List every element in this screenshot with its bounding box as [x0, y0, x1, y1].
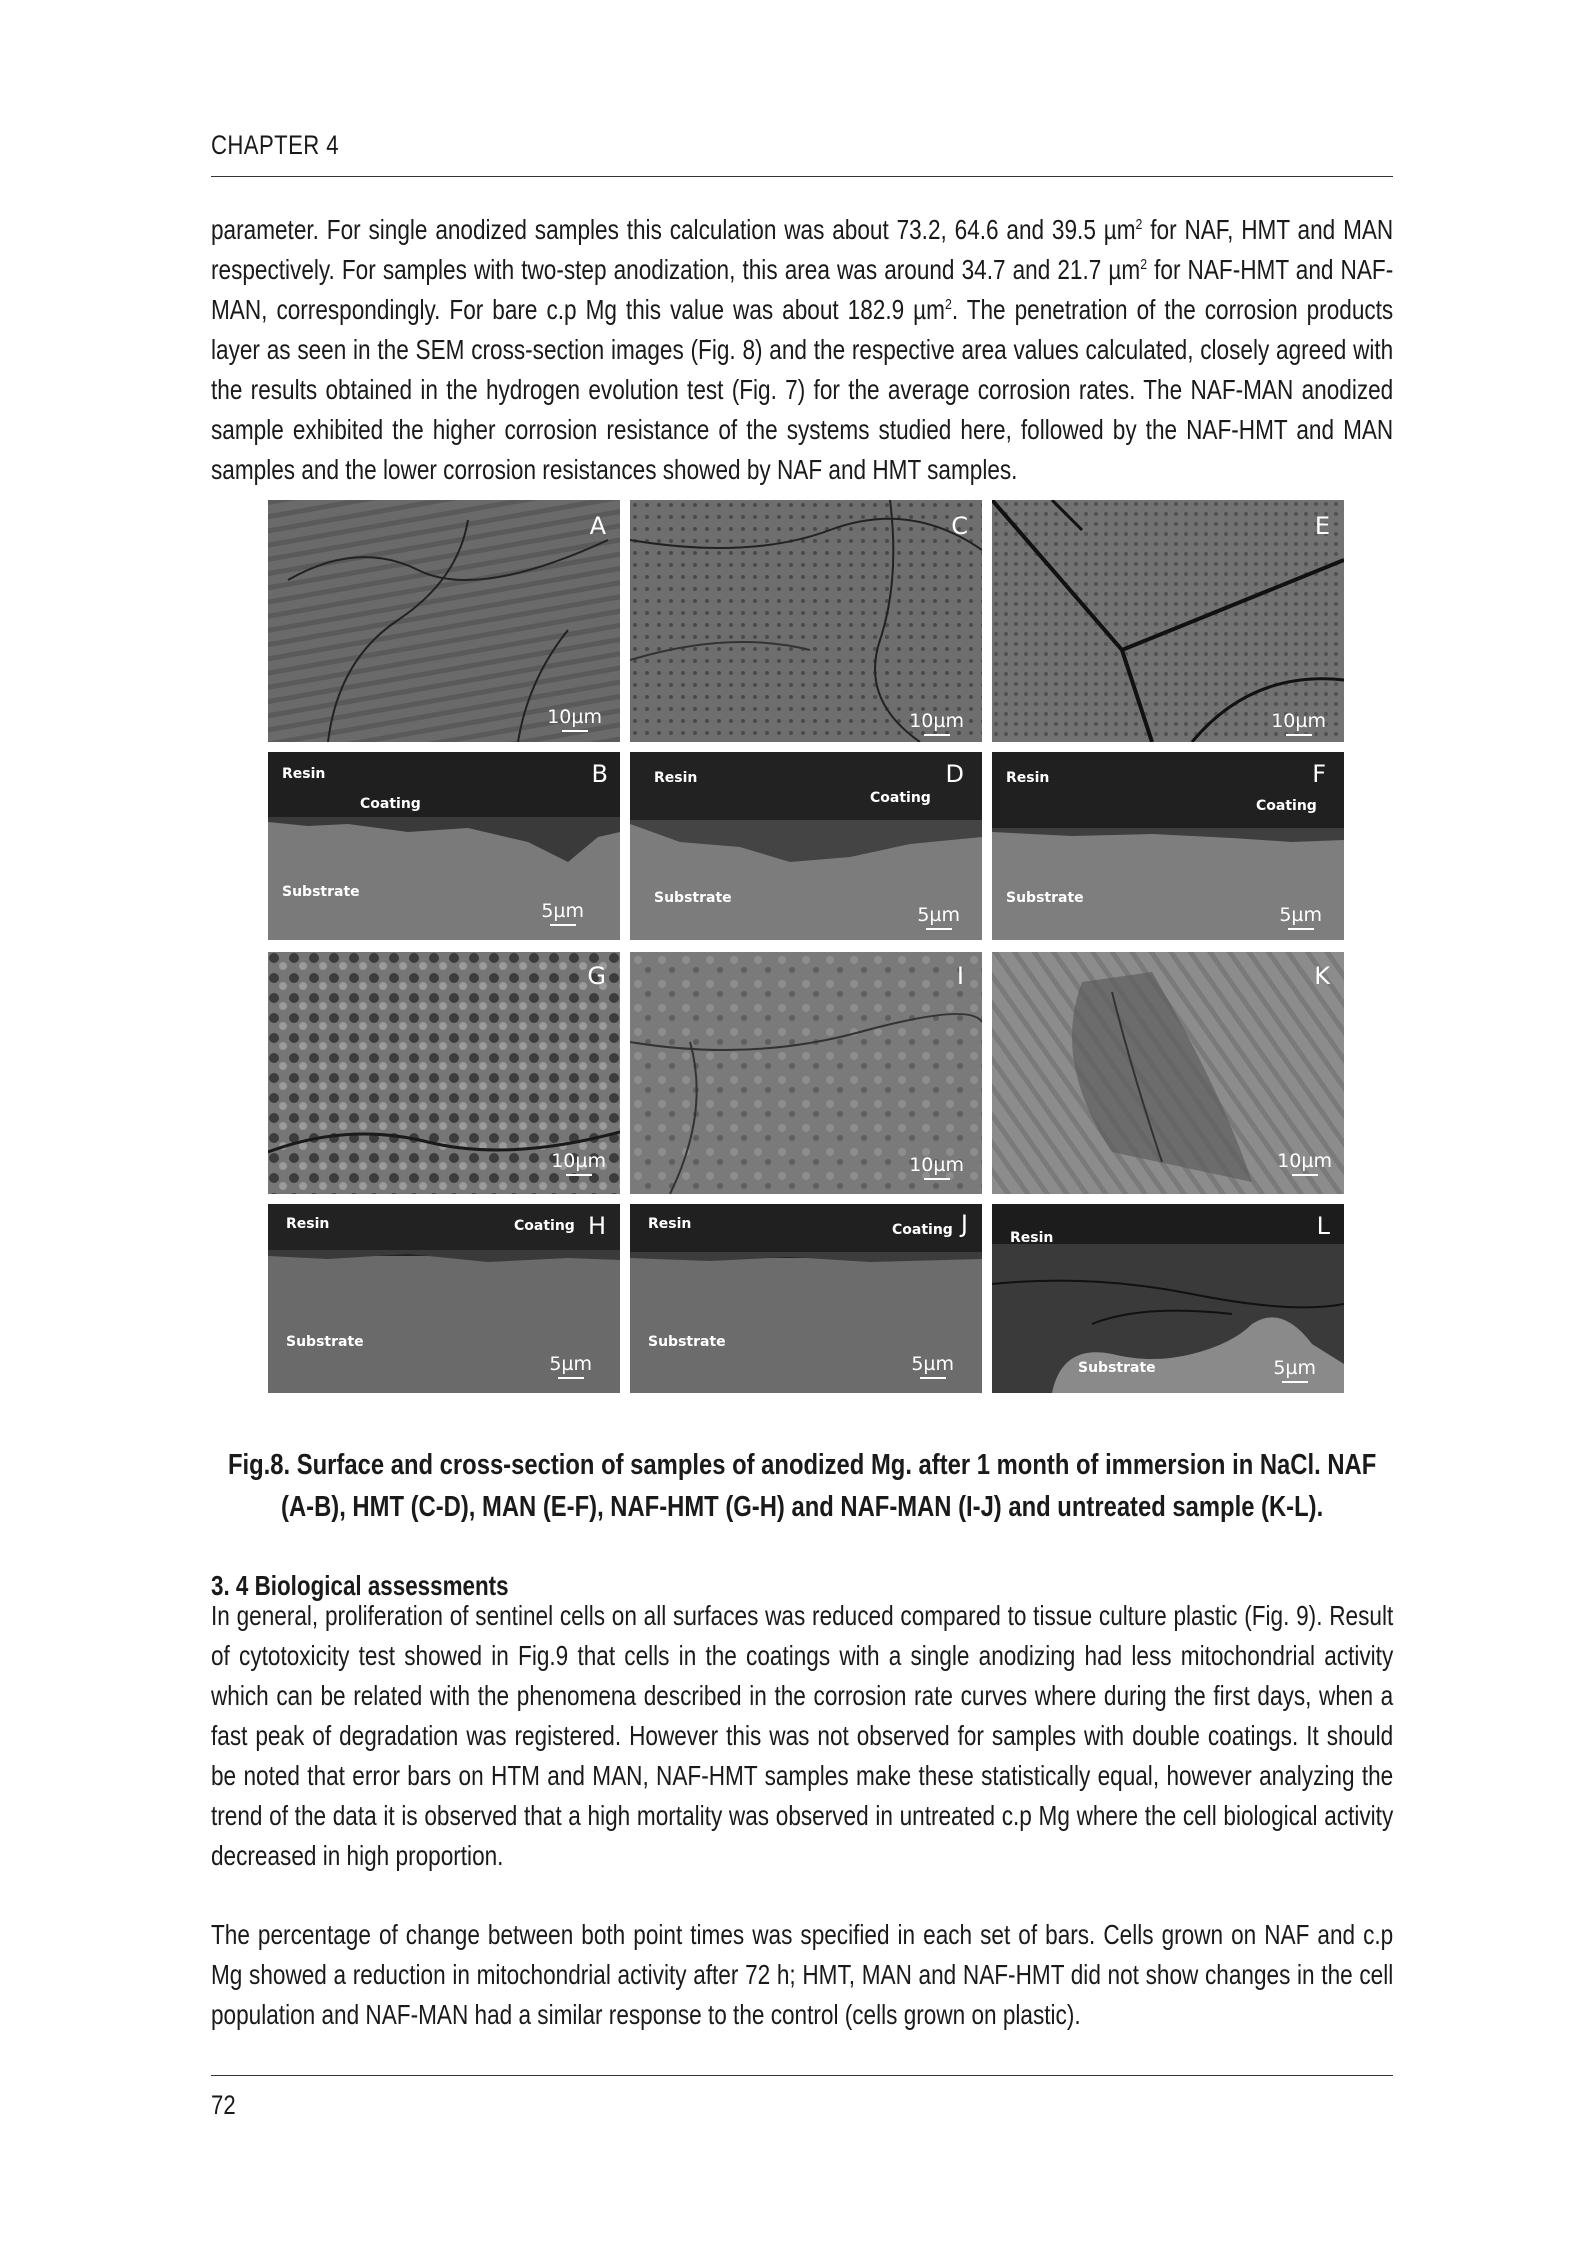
label-substrate-b: Substrate — [282, 884, 360, 900]
panel-e-surface — [992, 500, 1344, 742]
scale-bar-b — [541, 900, 584, 926]
panel-letter-l: L — [1316, 1212, 1330, 1240]
panel-letter-b: B — [591, 760, 608, 788]
section-heading: 3. 4 Biological assessments — [211, 1570, 509, 1601]
page-number: 72 — [211, 2090, 236, 2120]
scale-bar-i — [909, 1154, 964, 1180]
paragraph-biological — [211, 1596, 1393, 1876]
panel-letter-a: A — [589, 512, 606, 540]
label-coating-h: Coating — [514, 1218, 575, 1234]
caption-line-1: Fig.8. Surface and cross-section of samples of anodized Mg. after 1 month of immersion in NaCl. NAF — [227, 1449, 1377, 1481]
caption-line-2: (A-B), HMT (C-D), MAN (E-F), NAF-HMT (G-H) and NAF-MAN (I-J) and untreated sample (K-L). — [281, 1491, 1324, 1523]
scale-bar-d — [917, 904, 960, 930]
scale-bar-h — [549, 1353, 592, 1379]
para1-sup-2: 2 — [1140, 255, 1148, 273]
para1-text-3: for NAF-HMT and NAF-MAN, correspondingly. For bare c.p Mg this value was about 182.9 µm — [211, 254, 1394, 325]
para1-sup-3: 2 — [944, 295, 952, 313]
panel-d-cross-section — [630, 752, 982, 940]
scale-text-d: 5µm — [917, 904, 960, 926]
panel-letter-g: G — [587, 962, 606, 990]
scale-text-e: 10µm — [1271, 710, 1326, 732]
panel-k-surface — [992, 952, 1344, 1194]
scale-bar-f — [1279, 904, 1322, 930]
label-resin-j: Resin — [648, 1216, 692, 1232]
sem-figure — [268, 500, 1344, 1393]
scale-bar-j — [911, 1353, 954, 1379]
label-substrate-h: Substrate — [286, 1334, 364, 1350]
scale-text-l: 5µm — [1273, 1357, 1316, 1379]
panel-a-surface — [268, 500, 620, 742]
paragraph-percentage — [211, 1915, 1393, 2035]
panel-c-surface — [630, 500, 982, 742]
label-coating-f: Coating — [1256, 798, 1317, 814]
chapter-header: CHAPTER 4 — [211, 130, 339, 160]
panel-i-surface — [630, 952, 982, 1194]
label-resin-d: Resin — [654, 770, 698, 786]
panel-letter-c: C — [951, 512, 968, 540]
label-substrate-f: Substrate — [1006, 890, 1084, 906]
para3-text: The percentage of change between both point times was specified in each set of bars. Cells grown on NAF and c.p Mg showed a reduction in mitochondrial activity after 72 h; HMT, MAN and NAF-HMT did not show changes in the cell population and NAF-MAN had a similar response to the control (cells grown on plastic). — [211, 1919, 1394, 2030]
label-resin-b: Resin — [282, 766, 326, 782]
label-coating-j: Coating — [892, 1222, 953, 1238]
para2-text: In general, proliferation of sentinel cells on all surfaces was reduced compared to tissue culture plastic (Fig. 9). Result of cytotoxicity test showed in Fig.9 that cells in the coatings with a single anodizing had less mitochondrial activity which can be related with the phenomena described in the corrosion rate curves where during the first days, when a fast peak of degradation was registered. However this was not observed for samples with double coatings. It should be noted that error bars on HTM and MAN, NAF-HMT samples make these statistically equal, however analyzing the trend of the data it is observed that a high mortality was observed in untreated c.p Mg where the cell biological activity decreased in high proportion. — [211, 1600, 1394, 1871]
panel-j-cross-section — [630, 1204, 982, 1393]
panel-letter-e: E — [1314, 512, 1330, 540]
scale-text-k: 10µm — [1277, 1150, 1332, 1172]
paragraph-corrosion-area — [211, 210, 1393, 490]
scale-text-f: 5µm — [1279, 904, 1322, 926]
scale-bar-g — [551, 1150, 606, 1176]
scale-text-a: 10µm — [547, 706, 602, 728]
scale-bar-a — [547, 706, 602, 732]
scale-bar-e — [1271, 710, 1326, 736]
scale-bar-c — [909, 710, 964, 736]
label-resin-l: Resin — [1010, 1230, 1054, 1246]
label-resin-f: Resin — [1006, 770, 1050, 786]
panel-letter-d: D — [945, 760, 964, 788]
panel-h-cross-section — [268, 1204, 620, 1393]
para1-sup-1: 2 — [1135, 215, 1143, 233]
panel-letter-j: J — [960, 1210, 968, 1238]
para1-text-4: . The penetration of the corrosion products layer as seen in the SEM cross-section images (Fig. 8) and the respective area values calculated, closely agreed with the results obtained in the hydrogen evolution test (Fig. 7) for the average corrosion rates. The NAF-MAN anodized sample exhibited the higher corrosion resistance of the systems studied here, followed by the NAF-HMT and MAN samples and the lower corrosion resistances showed by NAF and HMT samples. — [211, 294, 1394, 485]
sem-image-c — [630, 500, 982, 742]
panel-letter-k: K — [1314, 962, 1330, 990]
scale-text-i: 10µm — [909, 1154, 964, 1176]
label-coating-d: Coating — [870, 790, 931, 806]
header-rule — [211, 176, 1393, 177]
scale-text-c: 10µm — [909, 710, 964, 732]
panel-f-cross-section — [992, 752, 1344, 940]
panel-letter-f: F — [1312, 760, 1326, 788]
label-resin-h: Resin — [286, 1216, 330, 1232]
panel-letter-i: I — [956, 962, 964, 990]
scale-bar-l — [1273, 1357, 1316, 1383]
scale-text-h: 5µm — [549, 1353, 592, 1375]
para1-text-2: for NAF, HMT and MAN respectively. For samples with two-step anodization, this area was around 34.7 and 21.7 µm — [211, 214, 1394, 285]
panel-letter-h: H — [587, 1212, 606, 1240]
panel-l-cross-section — [992, 1204, 1344, 1393]
sem-image-e — [992, 500, 1344, 742]
scale-text-j: 5µm — [911, 1353, 954, 1375]
label-substrate-j: Substrate — [648, 1334, 726, 1350]
footer-rule — [211, 2075, 1393, 2076]
panel-b-cross-section — [268, 752, 620, 940]
scale-text-g: 10µm — [551, 1150, 606, 1172]
figure-caption — [211, 1444, 1393, 1528]
label-substrate-l: Substrate — [1078, 1360, 1156, 1376]
para1-text-1: parameter. For single anodized samples this calculation was about 73.2, 64.6 and 39.5 µm — [211, 214, 1136, 245]
scale-text-b: 5µm — [541, 900, 584, 922]
panel-g-surface — [268, 952, 620, 1194]
label-coating-b: Coating — [360, 796, 421, 812]
scale-bar-k — [1277, 1150, 1332, 1176]
label-substrate-d: Substrate — [654, 890, 732, 906]
